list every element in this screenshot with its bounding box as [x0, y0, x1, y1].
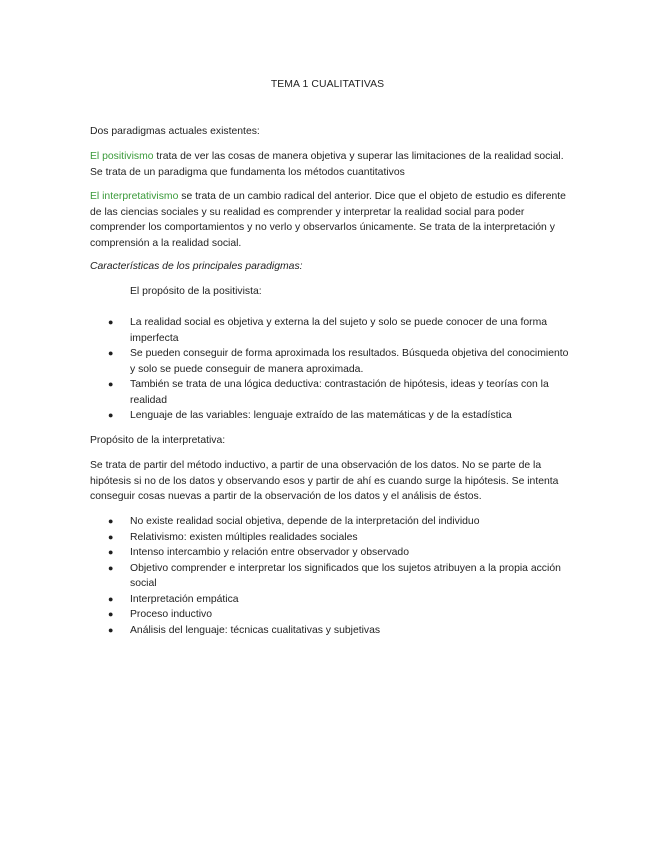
list-item: [108, 530, 570, 546]
bullet-icon: ●: [108, 624, 114, 635]
list-item: [108, 592, 570, 608]
list-item: [108, 514, 570, 530]
interpretativa-paragraph: Se trata de partir del método inductivo, a partir de una observación de los datos. No se parte de la hipótesis si no de los datos y observando esos y partir de ahí es cuando surge la hipótesis. Se intenta conseguir cosas nuevas a partir de la observación de los datos y el análisis de éstos.: [90, 460, 559, 502]
bullet-icon: ●: [108, 317, 114, 327]
positivista-bullet-list: [108, 315, 570, 424]
bullet-icon: ●: [108, 348, 114, 358]
bullet-icon: ●: [108, 593, 114, 604]
list-item-text: Análisis del lenguaje: técnicas cualitativas y subjetivas: [130, 624, 381, 636]
list-item: [108, 346, 570, 377]
positivismo-paragraph: [90, 149, 568, 180]
bullet-icon: ●: [108, 516, 114, 526]
list-item: [108, 607, 570, 623]
bullet-icon: ●: [108, 531, 114, 542]
list-item-text: No existe realidad social objetiva, depende de la interpretación del individuo: [130, 516, 480, 527]
proposito-positivista-label: El propósito de la positivista:: [130, 286, 262, 297]
list-item-text: Lenguaje de las variables: lenguaje extraído de las matemáticas y de la estadística: [130, 410, 512, 421]
interpretativismo-text: se trata de un cambio radical del anterior. Dice que el objeto de estudio es diferente de las ciencias sociales y su realidad es comprender y interpretar la realidad social para poder comprender los comportamientos y no verlo y observarlos únicamente. Se trata de la interpretación y comprensión a la realidad social.: [90, 191, 566, 249]
list-item: [108, 561, 570, 592]
proposito-interpretativa-label: Propósito de la interpretativa:: [90, 435, 226, 446]
list-item: [108, 408, 570, 424]
list-item-text: La realidad social es objetiva y externa la del sujeto y solo se puede conocer de una forma imperfecta: [130, 317, 548, 344]
interpretativismo-term: El interpretativismo: [90, 191, 179, 202]
interpretativismo-paragraph: [90, 189, 568, 251]
document-title: TEMA 1 CUALITATIVAS: [270, 79, 385, 90]
list-item-text: También se trata de una lógica deductiva: contrastación de hipótesis, ideas y teorías con la realidad: [130, 379, 549, 406]
bullet-icon: ●: [108, 547, 114, 557]
bullet-icon: ●: [108, 379, 114, 389]
caracteristicas-heading: Características de los principales paradigmas:: [90, 261, 303, 272]
positivismo-text: trata de ver las cosas de manera objetiva y superar las limitaciones de la realidad social. Se trata de un paradigma que fundamenta los métodos cuantitativos: [90, 151, 564, 178]
list-item: [108, 315, 570, 346]
list-item: [108, 377, 570, 408]
list-item-text: Relativismo: existen múltiples realidades sociales: [130, 531, 358, 543]
list-item: [108, 545, 570, 561]
bullet-icon: ●: [108, 562, 114, 573]
bullet-icon: ●: [108, 410, 114, 420]
list-item-text: Intenso intercambio y relación entre observador y observado: [130, 547, 409, 558]
list-item-text: Proceso inductivo: [130, 609, 213, 620]
bullet-icon: ●: [108, 609, 114, 619]
list-item-text: Objetivo comprender e interpretar los significados que los sujetos atribuyen a la propia acción social: [130, 562, 561, 589]
interpretativa-bullet-list: [108, 514, 570, 638]
list-item: [108, 623, 570, 639]
intro-text: Dos paradigmas actuales existentes:: [90, 126, 260, 137]
list-item-text: Interpretación empática: [130, 593, 239, 605]
positivismo-term: El positivismo: [90, 151, 154, 162]
list-item-text: Se pueden conseguir de forma aproximada los resultados. Búsqueda objetiva del conocimiento y solo se puede conseguir de manera aproximada.: [130, 348, 569, 375]
